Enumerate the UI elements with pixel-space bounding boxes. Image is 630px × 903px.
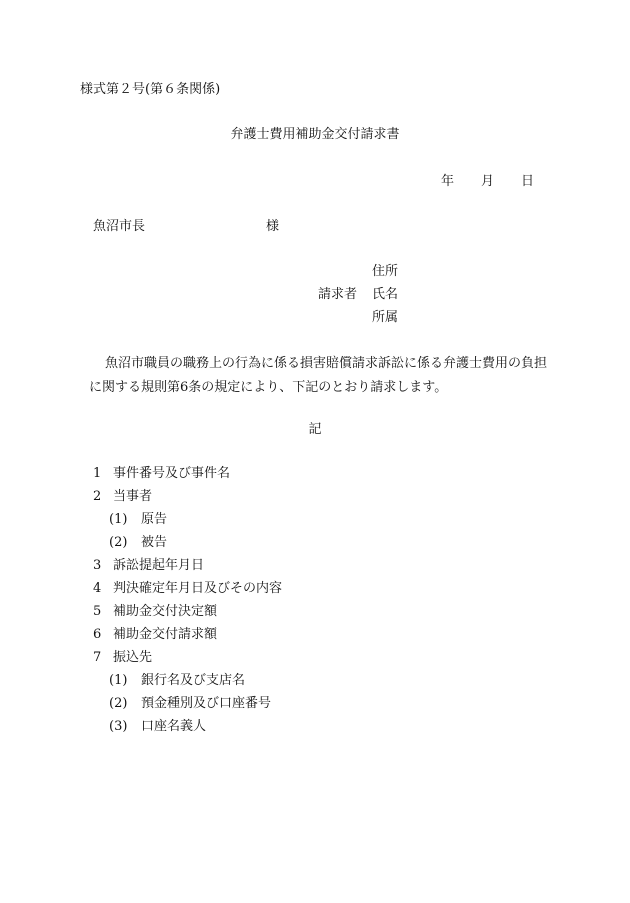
requester-affiliation-label: 所属	[372, 310, 399, 325]
item-number: 6	[93, 627, 102, 642]
body-paragraph	[89, 352, 573, 400]
document-title: 弁護士費用補助金交付請求書	[230, 127, 400, 142]
item-number: 5	[93, 604, 102, 619]
subitem-label: 銀行名及び支店名	[141, 673, 246, 688]
ki-heading: 記	[308, 422, 322, 437]
item-label: 補助金交付請求額	[113, 627, 218, 642]
addressee-honorific: 様	[266, 219, 280, 234]
list-subitem	[109, 513, 167, 526]
body-line-2: に関する規則第6条の規定により、下記のとおり請求します。	[89, 380, 448, 395]
date-month-label: 月	[481, 174, 495, 189]
item-number: 4	[93, 581, 102, 596]
item-number: 1	[93, 466, 102, 481]
requester-name-label: 氏名	[372, 287, 399, 302]
addressee-name: 魚沼市長	[93, 219, 146, 234]
list-subitem	[109, 697, 271, 710]
subitem-label: 預金種別及び口座番号	[141, 696, 272, 711]
item-number: 3	[93, 558, 102, 573]
list-subitem	[109, 674, 245, 687]
subitem-label: 原告	[141, 512, 168, 527]
date-year-label: 年	[441, 174, 455, 189]
item-label: 訴訟提起年月日	[113, 558, 205, 573]
list-item	[93, 651, 152, 664]
item-number: 2	[93, 489, 102, 504]
item-number: 7	[93, 650, 102, 665]
item-label: 当事者	[113, 489, 153, 504]
subitem-number: (1)	[109, 512, 128, 527]
list-item	[93, 628, 217, 641]
list-item	[93, 559, 204, 572]
form-number: 様式第２号(第６条関係)	[80, 82, 221, 97]
list-item	[93, 467, 230, 480]
requester-address-label: 住所	[372, 264, 399, 279]
list-item	[93, 490, 152, 503]
list-item	[93, 582, 282, 595]
subitem-number: (2)	[109, 535, 128, 550]
requester-label: 請求者	[318, 287, 358, 302]
list-item	[93, 605, 217, 618]
body-line-1: 魚沼市職員の職務上の行為に係る損害賠償請求訴訟に係る弁護士費用の負担	[105, 356, 548, 371]
subitem-number: (2)	[109, 696, 128, 711]
list-subitem	[109, 720, 206, 733]
subitem-number: (3)	[109, 719, 128, 734]
subitem-number: (1)	[109, 673, 128, 688]
list-subitem	[109, 536, 167, 549]
item-label: 事件番号及び事件名	[113, 466, 231, 481]
subitem-label: 口座名義人	[141, 719, 207, 734]
item-label: 振込先	[113, 650, 153, 665]
item-label: 補助金交付決定額	[113, 604, 218, 619]
item-label: 判決確定年月日及びその内容	[113, 581, 283, 596]
subitem-label: 被告	[141, 535, 168, 550]
date-day-label: 日	[521, 174, 535, 189]
